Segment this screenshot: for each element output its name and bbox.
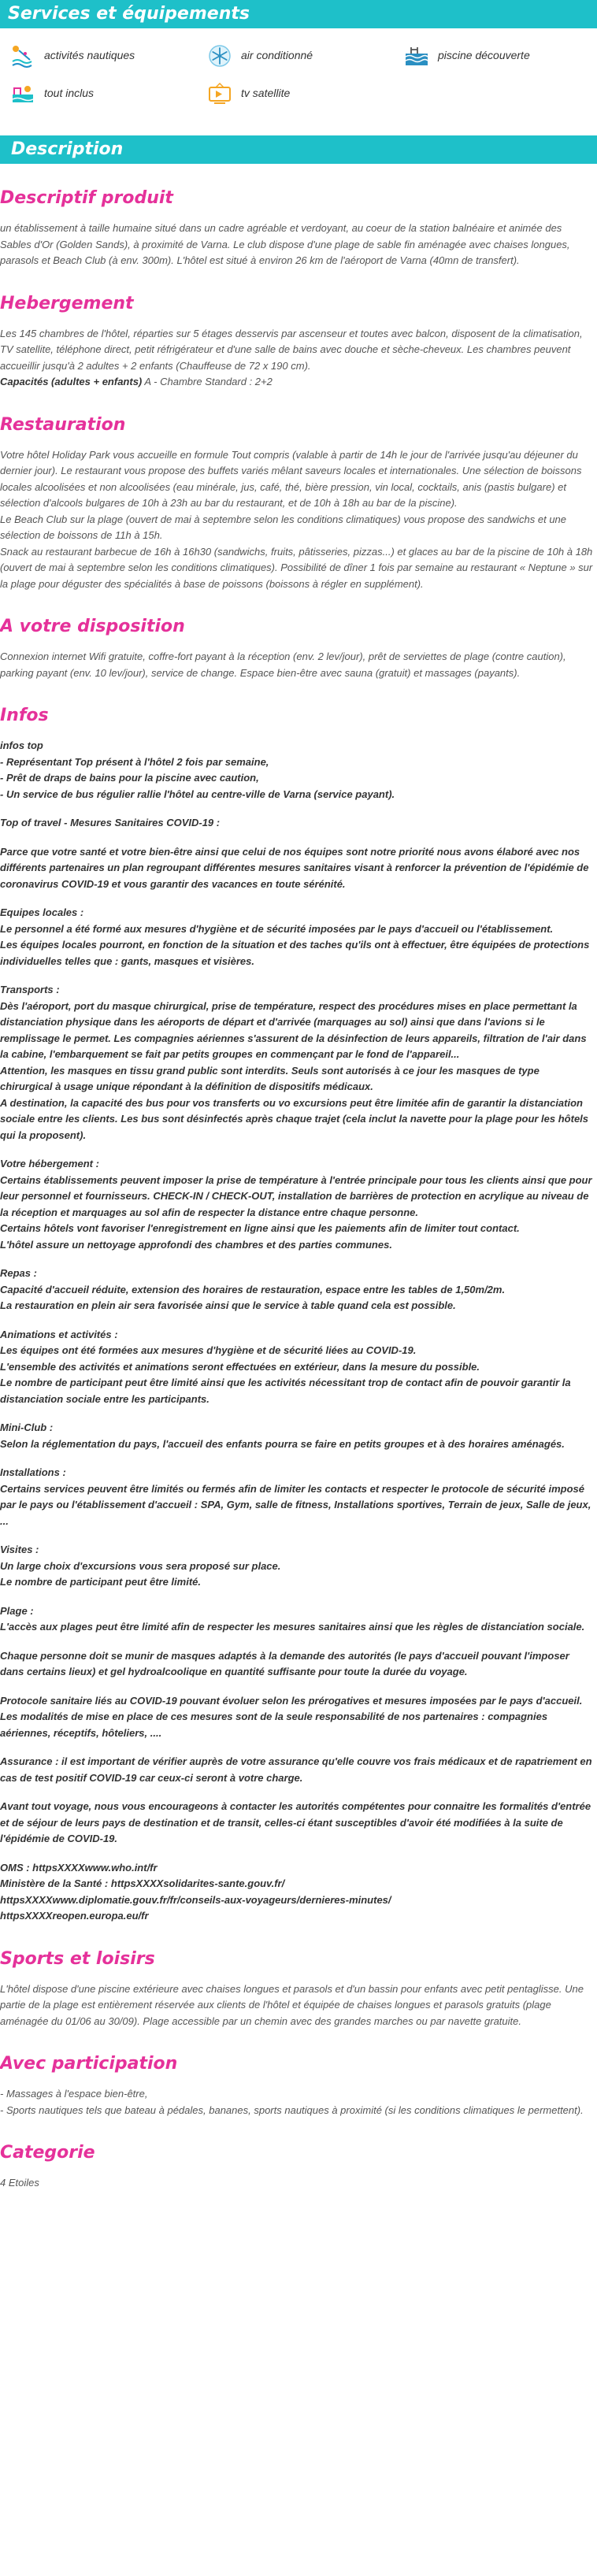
hebergement-heading: Hebergement [0,293,134,313]
equipement-water-sports [9,44,206,68]
block-line: A destination, la capacité des bus pour vos transferts ou vo excursions peut être limitée afin de garantir la distanciation sociale entre les clients. Les bus sont désinfectés après chaque trajet (cela inclut la navette pour la plage pour les hôtels qui la proposent). [0,1096,589,1141]
block-title: Equipes locales : [0,906,84,918]
block-line: Certains hôtels vont favoriser l'enregistrement en ligne ainsi que les paiements afin de limiter tout contact. [0,1222,520,1234]
infos-top-line: - Un service de bus régulier rallie l'hôtel au centre-ville de Varna (service payant). [0,788,395,800]
equipement-tv [206,82,403,106]
covid-para: Chaque personne doit se munir de masques adaptés à la demande des autorités (le pays d'accueil pouvant l'imposer dans certains lieux) et gel hydroalcoolique en quantité suffisante pour toute la durée du voyage. [0,1649,569,1677]
descriptif-heading: Descriptif produit [0,188,173,208]
hebergement-text: Les 145 chambres de l'hôtel, réparties sur 5 étages desservis par ascenseur et toutes avec balcon, disposent de la climatisation, TV satellite, téléphone direct, petit réfrigérateur et d'une salle de bains avec douche et sèche-cheveux. Les chambres peuvent accueillir jusqu'à 2 adultes + 2 enfants (Chauffeuse de 72 x 190 cm). [0,327,583,372]
block-line: Capacité d'accueil réduite, extension des horaires de restauration, espace entre les tables de 1,50m/2m. [0,1283,506,1295]
restauration-text-1: Votre hôtel Holiday Park vous accueille en formule Tout compris (valable à partir de 14h le jour de l'arrivée jusqu'au déjeuner du dernier jour). Le restaurant vous propose des buffets variés mêlant saveurs locales et internationales. Une sélection de boissons locales alcoolisées et non alcoolisées (eau minérale, jus, café, thé, bière pression, vin local, cocktails, anis (pastis bulgare) et sélection d'alcools bulgares de 10h à 23h au bar du restaurant, et de 10h à 18h au bar de la piscine). [0,448,582,509]
descriptif-text: un établissement à taille humaine situé dans un cadre agréable et verdoyant, au coeur de la station balnéaire et animée des Sables d'Or (Golden Sands), à proximité de Varna. Le club dispose d'une plage de sable fin aménagée avec chaises longues, parasols et Beach Club (à env. 300m). L'hôtel est situé à environ 26 km de l'aéroport de Varna (40mn de transfert). [0,222,570,266]
block-line: Attention, les masques en tissu grand public sont interdits. Seuls sont autorisés à ce jour les masques de type chirurgical à usage unique répondant à la définition de dispositifs médicaux. [0,1064,540,1092]
all-inclusive-icon [9,82,36,106]
equipement-label: tv satellite [241,87,291,100]
block-line: Le nombre de participant peut être limité. [0,1576,201,1588]
participation-line: - Massages à l'espace bien-être, [0,2088,148,2100]
description-title: Description [0,135,597,164]
sports-text: L'hôtel dispose d'une piscine extérieure avec chaises longues et parasols et d'un bassin pour enfants avec petit pentaglisse. Une partie de la plage est entièrement réservée aux clients de l'hôtel et équipée de chaises longues et parasols gratuits (plage aménagée du 01/06 au 30/09). Plage accessible par un chemin avec des grandes marches ou par navette gratuite. [0,1982,584,2027]
block-title: Repas : [0,1267,37,1279]
equipement-label: piscine découverte [438,49,530,62]
restauration-text-2: Le Beach Club sur la plage (ouvert de mai à septembre selon les conditions climatiques) vous propose des sandwichs et une sélection de boissons de 11h à 15h. [0,513,567,541]
block-line: La restauration en plein air sera favorisée ainsi que le service à table quand cela est possible. [0,1299,456,1311]
block-title: Plage : [0,1604,34,1617]
equipements-title: Services et équipements [0,0,597,28]
block-title: Transports : [0,984,60,995]
capacites-label: Capacités (adultes + enfants) [0,376,143,387]
sports-heading: Sports et loisirs [0,1948,155,1969]
block-line: Certains services peuvent être limités ou fermés afin de limiter les contacts et respecter le protocole de sécurité imposé par le pays ou l'établissement d'accueil : SPA, Gym, salle de fitness, Installations sportives, Terrain de jeux, Salle de jeux, ... [0,1482,591,1527]
infos-top-line: - Représentant Top présent à l'hôtel 2 fois par semaine, [0,755,269,768]
capacites-value: A - Chambre Standard : 2+2 [142,376,273,387]
disposition-text: Connexion internet Wifi gratuite, coffre-fort payant à la réception (env. 2 lev/jour), prêt de serviettes de plage (contre caution), parking payant (env. 10 lev/jour), service de change. Espace bien-être avec sauna (gratuit) et massages (payants). [0,650,566,679]
block-line: L'accès aux plages peut être limité afin de respecter les mesures sanitaires ainsi que les règles de distanciation sociale. [0,1621,585,1633]
block-title: Animations et activités : [0,1328,118,1340]
info-link[interactable]: OMS : httpsXXXXwww.who.int/fr [0,1861,158,1874]
categorie-heading: Categorie [0,2143,95,2163]
block-line: Dès l'aéroport, port du masque chirurgical, prise de température, respect des procédures mises en place permettant la distanciation physique dans les aéroports de départ et d'arrivée (marquages au sol) ainsi que dans l'avions si le remplissage le permet. Les compagnies aériennes s'assurent de la désinfection de leurs appareils, filtration de l'air dans la cabine, l'embarquement se fait par petits groupes en commençant par le fond de l'appareil... [0,999,587,1060]
infos-content [0,738,594,1925]
disposition-heading: A votre disposition [0,617,185,636]
participation-line: - Sports nautiques tels que bateau à pédales, bananes, sports nautiques à proximité (si les conditions climatiques le permettent). [0,2103,584,2116]
block-line: Certains établissements peuvent imposer la prise de température à l'entrée principale pour tous les clients ainsi que pour leur personnel et fournisseurs. CHECK-IN / CHECK-OUT, installation de barrières de protection en acrylique au niveau de la réception et marquages au sol afin de respecter la distance entre chaque personne. [0,1173,592,1218]
covid-para: Avant tout voyage, nous vous encourageons à contacter les autorités compétentes pour connaitre les formalités d'entrée et de séjour de leurs pays de destination et de transit, celles-ci étant susceptibles d'avoir été modifiées à la suite de l'épidémie de COVID-19. [0,1800,591,1844]
block-title: Installations : [0,1466,66,1478]
covid-para: Assurance : il est important de vérifier auprès de votre assurance qu'elle couvre vos frais médicaux et de rapatriement en cas de test positif COVID-19 car ceux-ci seront à votre charge. [0,1755,592,1784]
equipement-all-inclusive [9,82,206,106]
block-line: Un large choix d'excursions vous sera proposé sur place. [0,1559,281,1572]
restauration-heading: Restauration [0,414,126,435]
block-line: Selon la réglementation du pays, l'accueil des enfants pourra se faire en petits groupes et à des horaires aménagés. [0,1437,565,1450]
info-link[interactable]: Ministère de la Santé : httpsXXXXsolidarites-sante.gouv.fr/ [0,1877,285,1889]
covid-para: Protocole sanitaire liés au COVID-19 pouvant évoluer selon les prérogatives et mesures imposées par le pays d'accueil. Les modalités de mise en place de ces mesures sont de la seule responsabilité de nos partenaires : compagnies aériennes, réceptifs, hôteliers, .... [0,1694,583,1739]
tv-icon [206,82,233,106]
restauration-text-3: Snack au restaurant barbecue de 16h à 16h30 (sandwichs, fruits, pâtisseries, pizzas...) et glaces au bar de la piscine de 10h à 18h (ouvert de mai à septembre selon les conditions climatiques). Possibilité de dîner 1 fois par semaine au restaurant « Neptune » sur la plage pour déguster des spécialités à base de poissons (boissons à régler en supplément). [0,545,593,590]
block-line: L'hôtel assure un nettoyage approfondi des chambres et des parties communes. [0,1238,392,1251]
pool-icon [403,44,430,68]
block-line: Le nombre de participant peut être limité ainsi que les activités nécessitant trop de contact afin de pouvoir garantir la distanciation sociale entre les participants. [0,1377,571,1405]
equipement-label: air conditionné [241,49,313,62]
info-link[interactable]: httpsXXXXreopen.europa.eu/fr [0,1910,149,1922]
info-link[interactable]: httpsXXXXwww.diplomatie.gouv.fr/fr/conseils-aux-voyageurs/dernieres-minutes/ [0,1893,391,1906]
covid-intro: Parce que votre santé et votre bien-être ainsi que celui de nos équipes sont notre priorité nous avons élaboré avec nos différents partenaires un plan regroupant différentes mesures sanitaires visant à renforcer la prévention de l'épidémie de coronavirus COVID-19 et vous garantir des vacances en toute sérénité. [0,845,589,890]
water-sports-icon [9,44,36,68]
equipement-pool [403,44,597,68]
infos-top-title: infos top [0,739,43,751]
capacites-line [0,374,594,391]
equipement-label: activités nautiques [44,49,135,62]
block-title: Votre hébergement : [0,1158,99,1169]
block-title: Mini-Club : [0,1421,54,1433]
equipements-grid [0,28,597,106]
block-title: Visites : [0,1544,39,1555]
snowflake-icon [206,44,233,68]
infos-heading: Infos [0,706,49,725]
description-content [0,187,597,2192]
block-line: Les équipes ont été formées aux mesures d'hygiène et de sécurité liées au COVID-19. [0,1344,417,1356]
block-line: L'ensemble des activités et animations seront effectuées en extérieur, dans la mesure du possible. [0,1360,480,1373]
block-line: Le personnel a été formé aux mesures d'hygiène et de sécurité imposées par le pays d'accueil ou l'établissement. [0,922,554,935]
participation-heading: Avec participation [0,2054,178,2074]
covid-title: Top of travel - Mesures Sanitaires COVID-19 : [0,817,221,828]
categorie-text: 4 Etoiles [0,2177,39,2189]
equipement-label: tout inclus [44,87,95,100]
block-line: Les équipes locales pourront, en fonction de la situation et des taches qu'ils ont à effectuer, être équipées de protections individuelles telles que : gants, masques et visières. [0,939,590,967]
equipement-air-conditioning [206,44,403,68]
infos-top-line: - Prêt de draps de bains pour la piscine avec caution, [0,772,259,784]
